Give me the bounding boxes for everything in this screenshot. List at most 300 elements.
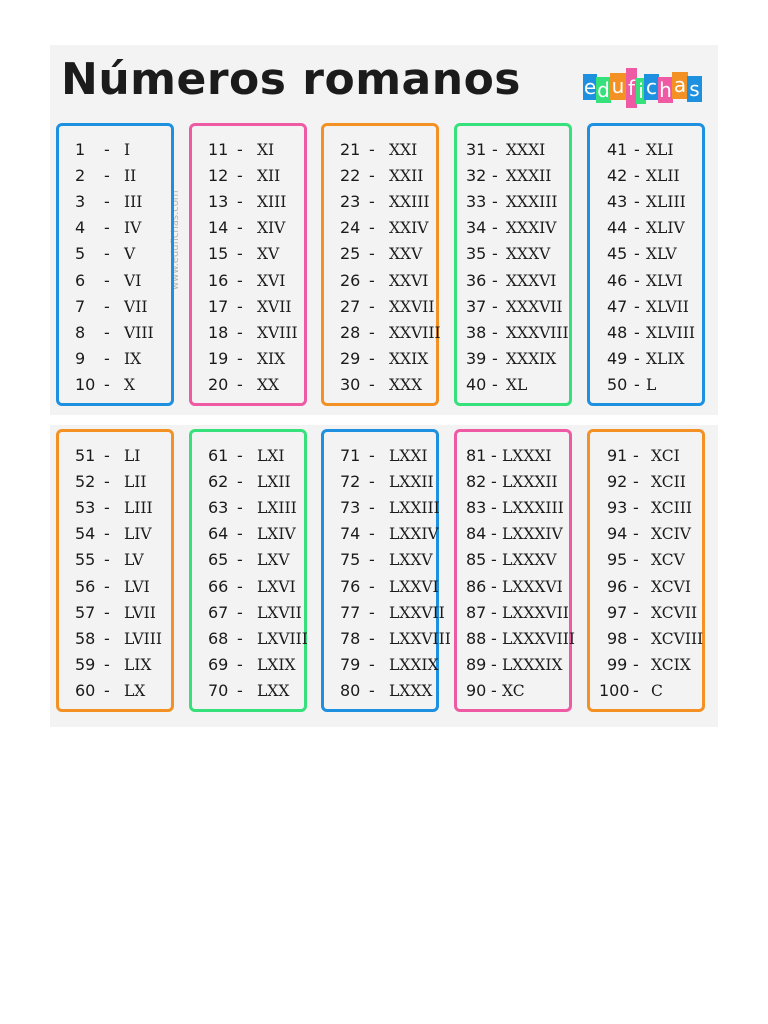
number-row	[454, 521, 572, 547]
dash-separator: -	[491, 628, 497, 648]
dash-separator: -	[369, 628, 375, 648]
roman-numeral: XCVI	[651, 577, 691, 596]
arabic-number: 66	[208, 576, 229, 596]
number-row	[321, 215, 439, 241]
dash-separator: -	[491, 498, 497, 518]
number-row	[189, 189, 307, 215]
number-row	[587, 469, 705, 495]
arabic-number: 89	[466, 654, 487, 674]
roman-numeral: LX	[124, 681, 146, 700]
roman-numeral: LXXII	[389, 473, 434, 492]
number-row	[56, 137, 174, 163]
number-row	[321, 189, 439, 215]
number-row	[587, 600, 705, 626]
number-row	[56, 521, 174, 547]
logo-letter: d	[597, 78, 610, 102]
arabic-number: 54	[75, 524, 96, 544]
arabic-number: 63	[208, 498, 229, 518]
dash-separator: -	[369, 654, 375, 674]
dash-separator: -	[634, 140, 640, 159]
roman-numeral: LXVIII	[257, 629, 308, 648]
roman-numeral: XLVI	[646, 271, 683, 290]
number-row	[454, 215, 572, 241]
roman-numeral: LIII	[124, 499, 153, 518]
dash-separator: -	[634, 270, 640, 290]
arabic-number: 65	[208, 550, 229, 570]
roman-numeral: XXXVIII	[506, 323, 569, 342]
arabic-number: 97	[607, 602, 628, 622]
roman-numeral: LXXX	[389, 681, 433, 700]
roman-numeral: LXXXII	[502, 473, 558, 492]
roman-numeral: XXII	[389, 167, 424, 186]
roman-numeral: LXXIX	[389, 655, 439, 674]
number-row	[56, 189, 174, 215]
arabic-number: 23	[340, 192, 361, 212]
number-row	[587, 241, 705, 267]
dash-separator: -	[369, 296, 375, 316]
number-row	[189, 547, 307, 573]
roman-numeral: XXIV	[389, 219, 429, 238]
arabic-number: 62	[208, 472, 229, 492]
number-row	[587, 215, 705, 241]
number-row	[189, 443, 307, 469]
roman-numeral: IX	[124, 349, 142, 368]
roman-numeral: III	[124, 193, 143, 212]
dash-separator: -	[633, 680, 639, 700]
arabic-number: 31	[466, 140, 487, 159]
dash-separator: -	[104, 602, 110, 622]
roman-numeral: LXXXVII	[502, 603, 569, 622]
dash-separator: -	[491, 446, 497, 465]
number-row	[587, 495, 705, 521]
arabic-number: 77	[340, 602, 361, 622]
section-divider	[50, 415, 718, 425]
number-row	[587, 346, 705, 372]
arabic-number: 52	[75, 472, 96, 492]
dash-separator: -	[237, 472, 243, 492]
number-row	[189, 346, 307, 372]
roman-numeral: LXXXIX	[502, 655, 563, 674]
arabic-number: 12	[208, 166, 229, 186]
dash-separator: -	[369, 244, 375, 264]
watermark-text: www.edufichas.com	[170, 190, 181, 290]
number-row	[56, 268, 174, 294]
arabic-number: 18	[208, 322, 229, 342]
roman-numeral: XLI	[646, 141, 674, 159]
roman-numeral: LXIV	[257, 525, 296, 544]
dash-separator: -	[492, 348, 498, 368]
number-row	[189, 678, 307, 704]
dash-separator: -	[104, 654, 110, 674]
arabic-number: 35	[466, 244, 487, 264]
dash-separator: -	[369, 192, 375, 212]
roman-numeral: XXXI	[506, 141, 546, 159]
number-row	[454, 495, 572, 521]
number-row	[189, 163, 307, 189]
roman-numeral: XXXIX	[506, 349, 557, 368]
arabic-number: 38	[466, 322, 487, 342]
roman-numeral: X	[124, 375, 136, 394]
number-row	[454, 547, 572, 573]
arabic-number: 82	[466, 472, 487, 492]
roman-numeral: XLIX	[646, 349, 685, 368]
arabic-number: 13	[208, 192, 229, 212]
number-row	[56, 574, 174, 600]
arabic-number: 68	[208, 628, 229, 648]
dash-separator: -	[104, 166, 110, 186]
logo-letter: i	[636, 78, 646, 104]
arabic-number: 98	[607, 628, 628, 648]
roman-numeral: XXVI	[389, 271, 429, 290]
roman-numeral: XCIX	[651, 655, 691, 674]
roman-numeral: XCIV	[651, 525, 691, 544]
arabic-number: 55	[75, 550, 96, 570]
dash-separator: -	[237, 166, 243, 186]
arabic-number: 67	[208, 602, 229, 622]
arabic-number: 100	[599, 680, 630, 700]
logo-letter: f	[626, 68, 637, 108]
number-row	[321, 574, 439, 600]
number-row	[56, 294, 174, 320]
arabic-number: 39	[466, 348, 487, 368]
roman-numeral: LXI	[257, 447, 285, 465]
arabic-number: 70	[208, 680, 229, 700]
number-row	[454, 241, 572, 267]
number-row	[321, 469, 439, 495]
roman-numeral: XXXV	[506, 245, 551, 264]
number-row	[189, 215, 307, 241]
dash-separator: -	[491, 472, 497, 492]
arabic-number: 36	[466, 270, 487, 290]
number-row	[56, 320, 174, 346]
number-row	[587, 574, 705, 600]
number-row	[587, 294, 705, 320]
dash-separator: -	[633, 628, 639, 648]
dash-separator: -	[491, 680, 497, 700]
roman-numeral: XIX	[257, 349, 286, 368]
dash-separator: -	[492, 322, 498, 342]
dash-separator: -	[104, 192, 110, 212]
arabic-number: 51	[75, 446, 96, 465]
logo-letter: u	[611, 74, 625, 98]
dash-separator: -	[634, 296, 640, 316]
roman-numeral: LXVI	[257, 577, 296, 596]
arabic-number: 87	[466, 602, 487, 622]
arabic-number: 73	[340, 498, 361, 518]
dash-separator: -	[369, 446, 375, 465]
roman-numeral: XIV	[257, 219, 286, 238]
arabic-number: 32	[466, 166, 487, 186]
arabic-number: 91	[607, 446, 628, 465]
arabic-number: 95	[607, 550, 628, 570]
roman-numeral: XIII	[257, 193, 287, 212]
arabic-number: 56	[75, 576, 96, 596]
dash-separator: -	[369, 524, 375, 544]
number-row	[454, 626, 575, 652]
arabic-number: 25	[340, 244, 361, 264]
arabic-number: 93	[607, 498, 628, 518]
number-row	[321, 320, 439, 346]
roman-numeral: XVI	[257, 271, 286, 290]
edufichas-logo	[583, 68, 713, 108]
logo-letter: a	[673, 73, 687, 97]
dash-separator: -	[491, 654, 497, 674]
dash-separator: -	[492, 270, 498, 290]
arabic-number: 28	[340, 322, 361, 342]
roman-numeral: XCIII	[651, 499, 692, 518]
arabic-number: 30	[340, 374, 361, 394]
number-row	[189, 241, 307, 267]
arabic-number: 80	[340, 680, 361, 700]
arabic-number: 84	[466, 524, 487, 544]
arabic-number: 22	[340, 166, 361, 186]
number-row	[454, 469, 572, 495]
arabic-number: 90	[466, 680, 487, 700]
number-row	[321, 626, 451, 652]
roman-numeral: LI	[124, 447, 141, 465]
arabic-number: 71	[340, 446, 361, 465]
dash-separator: -	[237, 140, 243, 159]
dash-separator: -	[237, 322, 243, 342]
number-row	[587, 652, 705, 678]
arabic-number: 75	[340, 550, 361, 570]
dash-separator: -	[104, 322, 110, 342]
arabic-number: 16	[208, 270, 229, 290]
number-row	[189, 600, 307, 626]
number-row	[454, 189, 572, 215]
number-row	[321, 372, 439, 398]
arabic-number: 24	[340, 218, 361, 238]
dash-separator: -	[104, 140, 110, 159]
arabic-number: 74	[340, 524, 361, 544]
dash-separator: -	[369, 472, 375, 492]
number-row	[189, 521, 307, 547]
number-row	[587, 137, 705, 163]
arabic-number: 40	[466, 374, 487, 394]
arabic-number: 5	[75, 244, 86, 264]
roman-numeral: LXIII	[257, 499, 297, 518]
dash-separator: -	[369, 218, 375, 238]
roman-numeral: I	[124, 141, 131, 159]
number-row	[56, 443, 174, 469]
dash-separator: -	[104, 472, 110, 492]
roman-numeral: V	[124, 245, 136, 264]
number-row	[189, 574, 307, 600]
roman-numeral: L	[646, 375, 657, 394]
number-row	[454, 574, 572, 600]
dash-separator: -	[104, 680, 110, 700]
roman-numeral: LXV	[257, 551, 290, 570]
roman-numeral: LVIII	[124, 629, 163, 648]
roman-numeral: XXVII	[389, 297, 435, 316]
arabic-number: 37	[466, 296, 487, 316]
dash-separator: -	[369, 322, 375, 342]
arabic-number: 86	[466, 576, 487, 596]
number-row	[189, 137, 307, 163]
arabic-number: 47	[607, 296, 628, 316]
roman-numeral: LIV	[124, 525, 152, 544]
number-row	[587, 189, 705, 215]
arabic-number: 11	[208, 140, 229, 159]
dash-separator: -	[104, 270, 110, 290]
roman-numeral: XXXIV	[506, 219, 557, 238]
arabic-number: 20	[208, 374, 229, 394]
roman-numeral: XXXII	[506, 167, 552, 186]
dash-separator: -	[369, 602, 375, 622]
roman-numeral: LXXI	[389, 447, 428, 465]
arabic-number: 61	[208, 446, 229, 465]
roman-numeral: LXXVI	[389, 577, 439, 596]
dash-separator: -	[491, 602, 497, 622]
page-title: Números romanos	[61, 54, 521, 105]
dash-separator: -	[634, 166, 640, 186]
number-row	[56, 600, 174, 626]
roman-numeral: XXX	[389, 375, 423, 394]
dash-separator: -	[104, 218, 110, 238]
dash-separator: -	[492, 244, 498, 264]
arabic-number: 79	[340, 654, 361, 674]
number-row	[56, 346, 174, 372]
number-row	[56, 547, 174, 573]
dash-separator: -	[104, 348, 110, 368]
arabic-number: 50	[607, 374, 628, 394]
arabic-number: 27	[340, 296, 361, 316]
roman-numeral: XL	[506, 375, 528, 394]
roman-numeral: LXXIV	[389, 525, 439, 544]
dash-separator: -	[237, 628, 243, 648]
roman-numeral: XXIII	[389, 193, 430, 212]
number-row	[321, 495, 439, 521]
roman-numeral: II	[124, 167, 137, 186]
number-row	[321, 678, 439, 704]
arabic-number: 57	[75, 602, 96, 622]
dash-separator: -	[369, 374, 375, 394]
roman-numeral: LXXXVI	[502, 577, 563, 596]
arabic-number: 83	[466, 498, 487, 518]
dash-separator: -	[237, 654, 243, 674]
dash-separator: -	[492, 374, 498, 394]
dash-separator: -	[634, 192, 640, 212]
number-row	[189, 652, 307, 678]
arabic-number: 53	[75, 498, 96, 518]
number-row	[56, 215, 174, 241]
dash-separator: -	[237, 270, 243, 290]
roman-numeral: XCVII	[651, 603, 698, 622]
dash-separator: -	[369, 270, 375, 290]
roman-numeral: LXXXI	[502, 447, 552, 465]
roman-numeral: XXIX	[389, 349, 429, 368]
number-row	[189, 268, 307, 294]
arabic-number: 96	[607, 576, 628, 596]
number-row	[587, 372, 705, 398]
number-row	[56, 626, 174, 652]
arabic-number: 81	[466, 446, 487, 465]
arabic-number: 45	[607, 244, 628, 264]
arabic-number: 7	[75, 296, 86, 316]
arabic-number: 69	[208, 654, 229, 674]
number-row	[587, 626, 705, 652]
arabic-number: 1	[75, 140, 86, 159]
number-row	[587, 547, 705, 573]
logo-letter: c	[646, 75, 657, 99]
roman-numeral: XLII	[646, 167, 680, 186]
roman-numeral: LII	[124, 473, 147, 492]
number-row	[321, 443, 439, 469]
roman-numeral: XXXIII	[506, 193, 558, 212]
arabic-number: 14	[208, 218, 229, 238]
roman-numeral: LXXXVIII	[502, 629, 575, 648]
dash-separator: -	[237, 446, 243, 465]
logo-letter: s	[687, 76, 702, 102]
arabic-number: 4	[75, 218, 86, 238]
number-row	[587, 678, 705, 704]
dash-separator: -	[104, 244, 110, 264]
number-row	[587, 320, 705, 346]
arabic-number: 58	[75, 628, 96, 648]
arabic-number: 48	[607, 322, 628, 342]
arabic-number: 44	[607, 218, 628, 238]
arabic-number: 76	[340, 576, 361, 596]
dash-separator: -	[237, 680, 243, 700]
dash-separator: -	[633, 472, 639, 492]
number-row	[189, 626, 307, 652]
dash-separator: -	[369, 680, 375, 700]
roman-numeral: C	[651, 681, 663, 700]
number-row	[454, 372, 572, 398]
dash-separator: -	[633, 602, 639, 622]
dash-separator: -	[633, 446, 639, 465]
number-row	[454, 346, 572, 372]
arabic-number: 88	[466, 628, 487, 648]
arabic-number: 34	[466, 218, 487, 238]
roman-numeral: XXXVI	[506, 271, 557, 290]
dash-separator: -	[491, 550, 497, 570]
roman-numeral: LXXIII	[389, 499, 440, 518]
number-row	[321, 294, 439, 320]
number-row	[56, 652, 174, 678]
arabic-number: 29	[340, 348, 361, 368]
dash-separator: -	[369, 166, 375, 186]
number-row	[321, 137, 439, 163]
dash-separator: -	[369, 550, 375, 570]
number-row	[454, 652, 572, 678]
dash-separator: -	[369, 576, 375, 596]
roman-numeral: XCV	[651, 551, 685, 570]
dash-separator: -	[237, 296, 243, 316]
roman-numeral: LXVII	[257, 603, 302, 622]
roman-numeral: LXXXIV	[502, 525, 563, 544]
roman-numeral: XLIV	[646, 219, 685, 238]
dash-separator: -	[237, 602, 243, 622]
arabic-number: 21	[340, 140, 361, 159]
arabic-number: 10	[75, 374, 96, 394]
roman-numeral: VI	[124, 271, 142, 290]
dash-separator: -	[104, 524, 110, 544]
arabic-number: 92	[607, 472, 628, 492]
number-row	[189, 320, 307, 346]
roman-numeral: XVIII	[257, 323, 298, 342]
roman-numeral: LXX	[257, 681, 290, 700]
number-row	[454, 600, 572, 626]
arabic-number: 15	[208, 244, 229, 264]
dash-separator: -	[491, 576, 497, 596]
arabic-number: 2	[75, 166, 86, 186]
roman-numeral: LXXXV	[502, 551, 557, 570]
arabic-number: 8	[75, 322, 86, 342]
roman-numeral: XII	[257, 167, 281, 186]
dash-separator: -	[634, 322, 640, 342]
number-row	[189, 495, 307, 521]
